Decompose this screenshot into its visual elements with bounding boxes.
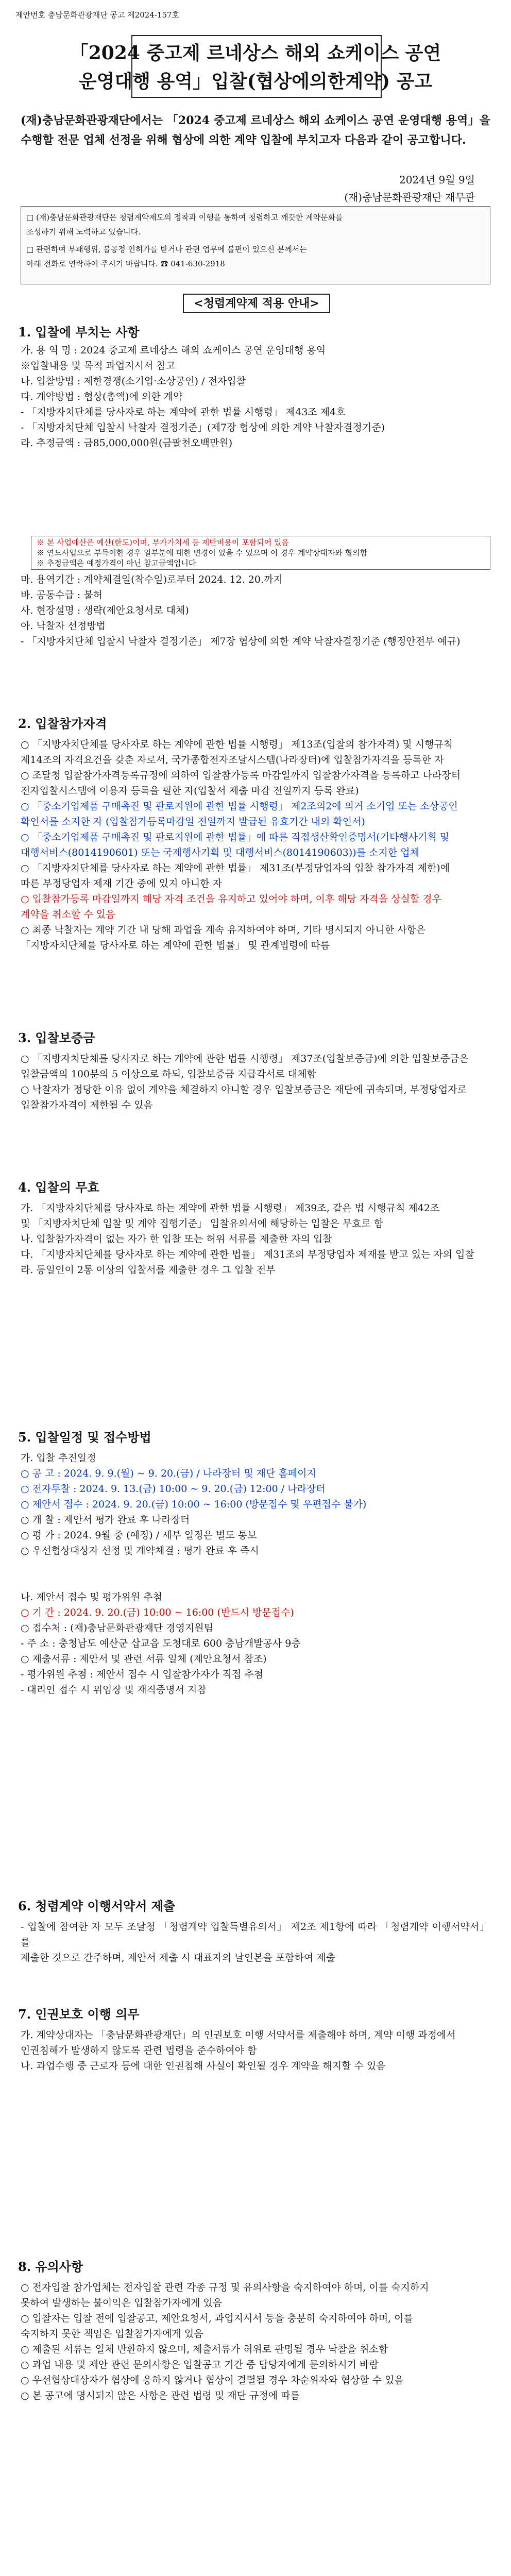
submit-item: ○ 제출서류 : 제안서 및 관련 서류 일체 (제안요청서 참조)	[21, 1653, 267, 1665]
s2-line: 대행서비스(8014190601) 또는 국제행사기획 및 대행서비스(8014190603))를 소지한 업체	[21, 847, 419, 858]
section-2-body	[21, 737, 489, 953]
s1-line: 라. 추정금액 : 금85,000,000원(금팔천오백만원)	[21, 437, 233, 449]
s2-line: ○ 「지방자치단체를 당사자로 하는 계약에 관한 법률」 제31조(부정당업자의 입찰 참가자격 제한)에	[21, 862, 450, 874]
s1-line: - 「지방자치단체를 당사자로 하는 계약에 관한 법률 시행령」 제43조 제4호	[21, 406, 346, 418]
schedule-item: ○ 우선협상대상자 선정 및 계약체결 : 평가 완료 후 즉시	[21, 1545, 259, 1556]
schedule-item: ○ 제안서 접수 : 2024. 9. 20.(금) 10:00 ~ 16:00 (방문접수 및 우편접수 불가)	[21, 1499, 367, 1510]
schedule-item: ○ 공 고 : 2024. 9. 9.(월) ~ 9. 20.(금) / 나라장터 및 재단 홈페이지	[21, 1468, 316, 1479]
s2-line: ○ 「지방자치단체를 당사자로 하는 계약에 관한 법률 시행령」 제13조(입찰의 참가자격) 및 시행규칙	[21, 739, 453, 750]
s4-line: 및 「지방자치단체 입찰 및 계약 집행기준」 입찰유의서에 해당하는 입찰은 무효로 함	[21, 1218, 384, 1229]
s8-line: ○ 전자입찰 참가업체는 전자입찰 관련 각종 규정 및 유의사항을 숙지하여야 하며, 이를 숙지하지	[21, 2282, 429, 2293]
s2-line: ○ 입찰참가등록 마감일까지 해당 자격 조건을 유지하고 있어야 하며, 이후 해당 자격을 상실할 경우	[21, 893, 441, 905]
submit-item: ○ 기 간 : 2024. 9. 20.(금) 10:00 ~ 16:00 (반드시 방문접수)	[21, 1607, 294, 1618]
integrity-notice-box	[21, 206, 490, 284]
s2-line: 따른 부정당업자 제재 기간 중에 있지 아니한 자	[21, 878, 223, 889]
submit-item: - 주 소 : 충청남도 예산군 삽교읍 도청대로 600 충남개발공사 9층	[21, 1638, 301, 1649]
section-4-heading: 4. 입찰의 무효	[18, 1177, 99, 1195]
s5-sub: 가. 입찰 추진일정	[21, 1452, 96, 1464]
s2-line: ○ 「중소기업제품 구매촉진 및 판로지원에 관한 법률 시행령」 제2조의2에 의거 소기업 또는 소상공인	[21, 801, 458, 812]
section-7-body	[21, 2027, 489, 2074]
s8-line: ○ 입찰자는 입찰 전에 입찰공고, 제안요청서, 과업지시서 등을 충분히 숙지하여야 하며, 이를	[21, 2313, 413, 2324]
s4-line: 다. 「지방자치단체를 당사자로 하는 계약에 관한 법률」 제31조의 부정당업자 제재를 받고 있는 자의 입찰	[21, 1249, 474, 1260]
s8-line: ○ 본 공고에 명시되지 않은 사항은 관련 법령 및 재단 규정에 따름	[21, 2390, 300, 2401]
s8-line: 숙지하지 못한 책임은 입찰참가자에게 있음	[21, 2328, 203, 2340]
submit-item: - 평가위원 추첨 : 제안서 접수 시 입찰참가자가 직접 추첨	[21, 1669, 263, 1680]
section-1-body-cont	[21, 572, 489, 649]
s1-line: 다. 계약방법 : 협상(총액)에 의한 계약	[21, 391, 183, 402]
s1-line: - 「지방자치단체 입찰시 낙찰자 결정기준」 제7장 협상에 의한 계약 낙찰자결정기준 (행정안전부 예규)	[21, 636, 461, 647]
s5-sub: 나. 제안서 접수 및 평가위원 추첨	[21, 1591, 162, 1603]
submit-item: ○ 접수처 : (재)충남문화관광재단 경영지원팀	[21, 1622, 213, 1634]
s2-line: 전자입찰시스템에 이용자 등록을 필한 자(입찰서 제출 마감 전일까지 등록 완료)	[21, 785, 359, 796]
s1-line: 사. 현장설명 : 생략(제안요청서로 대체)	[21, 605, 189, 616]
s2-line: 계약을 취소할 수 있음	[21, 909, 115, 920]
s1-line: ※입찰내용 및 목적 과업지시서 참고	[21, 360, 176, 371]
section-5-submit	[21, 1589, 489, 1698]
s7-line: 가. 계약상대자는 「충남문화관광재단」의 인권보호 이행 서약서를 제출해야 하며, 계약 이행 과정에서	[21, 2029, 456, 2041]
section-3-body	[21, 1051, 489, 1113]
notice-line: □ (재)충남문화관광재단은 청렴계약제도의 정착과 이행을 통하여 청렴하고 깨끗한 계약문화를	[26, 213, 343, 222]
budget-note-box	[31, 536, 490, 570]
s1-line: 아. 낙찰자 선정방법	[21, 620, 106, 632]
page-title-line1: 「2024 중고제 르네상스 해외 쇼케이스 공연	[70, 42, 441, 64]
s1-line: 바. 공동수급 : 불허	[21, 589, 103, 601]
section-8-body	[21, 2280, 489, 2403]
section-5-body	[21, 1450, 489, 1558]
submit-item: - 대리인 접수 시 위임장 및 재직증명서 지참	[21, 1684, 207, 1696]
s7-line: 나. 과업수행 중 근로자 등에 대한 인권침해 사실이 확인될 경우 계약을 해지할 수 있음	[21, 2060, 386, 2072]
page-title-line2: 운영대행 용역」입찰(협상에의한계약) 공고	[78, 71, 433, 92]
s3-line: ○ 「지방자치단체를 당사자로 하는 계약에 관한 법률 시행령」 제37조(입찰보증금)에 의한 입찰보증금은	[21, 1053, 469, 1064]
s8-line: ○ 제출된 서류는 일체 반환하지 않으며, 제출서류가 허위로 판명될 경우 낙찰을 취소함	[21, 2344, 388, 2355]
s6-line: 제출한 것으로 간주하며, 제안서 제출 시 대표자의 날인본을 포함하여 제출	[21, 1952, 336, 1963]
notice-line: 조성하기 위해 노력하고 있습니다.	[26, 227, 141, 236]
s1-line: 가. 용 역 명 : 2024 중고제 르네상스 해외 쇼케이스 공연 운영대행 용역	[21, 345, 326, 356]
s8-line: 못하여 발생하는 불이익은 입찰참가자에게 있음	[21, 2297, 223, 2309]
s4-line: 라. 동일인이 2통 이상의 입찰서를 제출한 경우 그 입찰 전부	[21, 1264, 276, 1276]
s2-line: 「지방자치단체를 당사자로 하는 계약에 관한 법률」 및 관계법령에 따름	[21, 940, 330, 951]
s1-line: - 「지방자치단체 입찰시 낙찰자 결정기준」(제7장 협상에 의한 계약 낙찰자결정기준)	[21, 422, 385, 433]
issuing-org: (재)충남문화관광재단 재무관	[344, 191, 475, 204]
section-6-heading: 6. 청렴계약 이행서약서 제출	[18, 1896, 175, 1914]
s2-line: ○ 최종 낙찰자는 계약 기간 내 당해 과업을 계속 유지하여야 하며, 기타 명시되지 아니한 사항은	[21, 924, 426, 936]
s8-line: ○ 과업 내용 및 제안 관련 문의사항은 입찰공고 기간 중 담당자에게 문의하시기 바람	[21, 2359, 379, 2370]
budget-note: ※ 본 사업예산은 예산(한도)이며, 부가가치세 등 제반비용이 포함되어 있음	[37, 538, 289, 547]
notice-date: 2024년 9월 9일	[399, 174, 475, 186]
integrity-contract-title: <청렴계약제 적용 안내>	[183, 294, 330, 313]
section-2-heading: 2. 입찰참가자격	[18, 714, 107, 732]
s8-line: ○ 우선협상대상자가 협상에 응하지 않거나 협상이 결렬될 경우 차순위자와 협상할 수 있음	[21, 2375, 404, 2386]
s6-line: - 입찰에 참여한 자 모두 조달청 「청렴계약 입찰특별유의서」 제2조 제1항에 따라 「청렴계약 이행서약서」를	[21, 1921, 489, 1948]
s3-line: ○ 낙찰자가 정당한 이유 없이 계약을 체결하지 아니할 경우 입찰보증금은 재단에 귀속되며, 부정당업자로	[21, 1084, 467, 1095]
dateline	[344, 171, 475, 206]
notice-line: □ 관련하여 부패행위, 불공정 인허가를 받거나 관련 업무에 불편이 있으신 분께서는	[26, 245, 307, 254]
notice-number: 제안번호 충남문화관광재단 공고 제2024-157호	[15, 10, 180, 20]
section-8-heading: 8. 유의사항	[18, 2257, 83, 2275]
s4-line: 가. 「지방자치단체를 당사자로 하는 계약에 관한 법률 시행령」 제39조, 같은 법 시행규칙 제42조	[21, 1202, 440, 1214]
s2-line: 확인서를 소지한 자 (입찰참가등록마감일 전일까지 발급된 유효기간 내의 확인서)	[21, 816, 365, 827]
schedule-item: ○ 전자투찰 : 2024. 9. 13.(금) 10:00 ~ 9. 20.(금) 12:00 / 나라장터	[21, 1483, 326, 1495]
s3-line: 입찰금액의 100분의 5 이상으로 하되, 입찰보증금 지급각서로 대체함	[21, 1069, 316, 1080]
s1-line: 마. 용역기간 : 계약체결일(착수일)로부터 2024. 12. 20.까지	[21, 574, 283, 585]
s2-line: ○ 조달청 입찰참가자격등록규정에 의하여 입찰참가등록 마감일까지 입찰참가자격을 등록하고 나라장터	[21, 770, 461, 781]
s3-line: 입찰참가자격이 제한될 수 있음	[21, 1099, 153, 1111]
section-1-heading: 1. 입찰에 부치는 사항	[18, 322, 140, 340]
budget-note: ※ 추정금액은 예정가격이 아닌 참고금액입니다	[37, 558, 196, 568]
s2-line: 제14조의 자격요건을 갖춘 자로서, 국가종합전자조달시스템(나라장터)에 입찰참가자격을 등록한 자	[21, 754, 444, 766]
s2-line: ○ 「중소기업제품 구매촉진 및 판로지원에 관한 법률」에 따른 직접생산확인증명서(기타행사기획 및	[21, 832, 450, 843]
s7-line: 인권침해가 발생하지 않도록 관련 법령을 준수하여야 함	[21, 2045, 257, 2056]
section-4-body	[21, 1200, 489, 1278]
schedule-item: ○ 평 가 : 2024. 9월 중 (예정) / 세부 일정은 별도 통보	[21, 1530, 257, 1541]
budget-note: ※ 연도사업으로 부득이한 경우 일부분에 대한 변경이 있을 수 있으며 이 경우 계약상대자와 협의함	[37, 548, 368, 557]
schedule-item: ○ 개 찰 : 제안서 평가 완료 후 나라장터	[21, 1514, 190, 1526]
intro-paragraph: (재)충남문화관광재단에서는 「2024 중고제 르네상스 해외 쇼케이스 공연 운영대행 용역」을 수행할 전문 업체 선정을 위해 협상에 의한 계약 입찰에 부치고자 다음과 같이 공고합니다.	[21, 114, 490, 147]
section-6-body	[21, 1919, 489, 1965]
s1-line: 나. 입찰방법 : 제한경쟁(소기업·소상공인) / 전자입찰	[21, 376, 246, 387]
section-5-heading: 5. 입찰일정 및 접수방법	[18, 1427, 151, 1445]
section-3-heading: 3. 입찰보증금	[18, 1028, 95, 1046]
section-7-heading: 7. 인권보호 이행 의무	[18, 2004, 140, 2022]
section-1-body	[21, 343, 489, 451]
notice-line: 아래 전화로 연락하여 주시기 바랍니다. ☎ 041-630-2918	[26, 259, 225, 268]
s4-line: 나. 입찰참가자격이 없는 자가 한 입찰 또는 허위 서류를 제출한 자의 입찰	[21, 1233, 332, 1245]
